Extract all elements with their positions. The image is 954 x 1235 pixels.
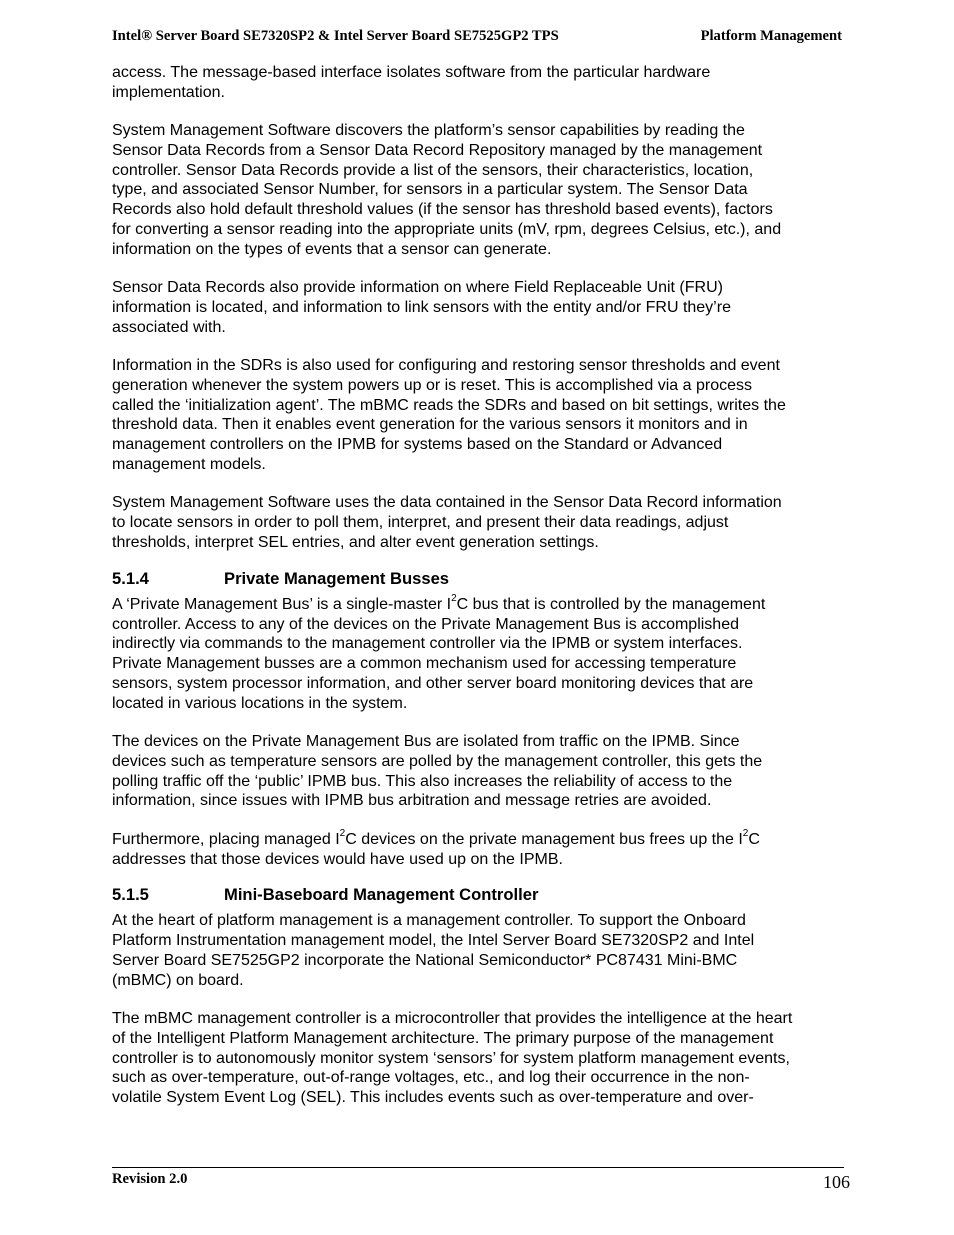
text-run: Furthermore, placing managed I: [112, 830, 340, 848]
paragraph: [112, 830, 848, 870]
text-run: C devices on the private management bus frees up the I: [345, 830, 743, 848]
page-content: [112, 63, 848, 1126]
text-run: C addresses that those devices would have used up on the IPMB.: [112, 830, 760, 868]
section-heading-5-1-4: [112, 569, 848, 595]
superscript: 2: [339, 828, 346, 840]
paragraph: Sensor Data Records also provide information on where Field Replaceable Unit (FRU) information is located, and information to link sensors with the entity and/or FRU they’re associated with.: [112, 279, 731, 336]
text-run: C bus that is controlled by the management controller. Access to any of the devices on the Private Management Bus is accomplished indirectly via commands to the management controller via the IPMB or system interfaces. Private Management busses are a common mechanism used for accessing temperature sensors, system processor information, and other server board monitoring devices that are located in various locations in the system.: [112, 595, 766, 712]
paragraph: [112, 595, 848, 714]
header-document-title: Intel® Server Board SE7320SP2 & Intel Server Board SE7525GP2 TPS: [112, 28, 559, 44]
header-section-title: Platform Management: [700, 28, 842, 44]
paragraph: At the heart of platform management is a management controller. To support the Onboard Platform Instrumentation management model, the Intel Server Board SE7320SP2 and Intel Server Board SE7525GP2 incorporate the National Semiconductor* PC87431 Mini-BMC (mBMC) on board.: [112, 912, 755, 989]
text-run: A ‘Private Management Bus’ is a single-master I: [112, 595, 452, 613]
paragraph: Information in the SDRs is also used for configuring and restoring sensor thresholds and event generation whenever the system powers up or is reset. This is accomplished via a process called the ‘initialization agent’. The mBMC reads the SDRs and based on bit settings, writes the threshold data. Then it enables event generation for the various sensors it monitors and in management controllers on the IPMB for systems based on the Standard or Advanced management models.: [112, 357, 786, 474]
paragraph: access. The message-based interface isolates software from the particular hardware implementation.: [112, 64, 711, 101]
section-number: 5.1.4: [112, 568, 149, 588]
section-number: 5.1.5: [112, 885, 149, 905]
paragraph: The devices on the Private Management Bus are isolated from traffic on the IPMB. Since devices such as temperature sensors are polled by the management controller, this gets the polling traffic off the ‘public’ IPMB bus. This also increases the reliability of access to the information, since issues with IPMB bus arbitration and message retries are avoided.: [112, 733, 763, 810]
footer-revision: Revision 2.0: [112, 1171, 188, 1187]
superscript: 2: [742, 828, 749, 840]
page-header: [112, 28, 842, 48]
paragraph: The mBMC management controller is a microcontroller that provides the intelligence at the heart of the Intelligent Platform Management architecture. The primary purpose of the management controller is to autonomously monitor system ‘sensors’ for system platform management events, such as over-temperature, out-of-range voltages, etc., and log their occurrence in the non- volatile System Event Log (SEL). This includes events such as over-temperature and over-: [112, 1009, 793, 1107]
paragraph: System Management Software uses the data contained in the Sensor Data Record information to locate sensors in order to poll them, interpret, and present their data readings, adjust thresholds, interpret SEL entries, and alter event generation settings.: [112, 494, 782, 551]
section-heading-5-1-5: [112, 885, 848, 911]
section-title: Mini-Baseboard Management Controller: [224, 885, 539, 905]
page-number: 106: [823, 1172, 850, 1192]
paragraph: System Management Software discovers the platform’s sensor capabilities by reading the Sensor Data Records from a Sensor Data Record Repository managed by the management controller. Sensor Data Records provide a list of the sensors, their characteristics, location, type, and associated Sensor Number, for sensors in a particular system. The Sensor Data Records also hold default threshold values (if the sensor has threshold based events), factors for converting a sensor reading into the appropriate units (mV, rpm, degrees Celsius, etc.), and information on the types of events that a sensor can generate.: [112, 122, 782, 258]
superscript: 2: [451, 593, 457, 605]
section-title: Private Management Busses: [224, 568, 450, 588]
footer-divider: [112, 1167, 844, 1168]
